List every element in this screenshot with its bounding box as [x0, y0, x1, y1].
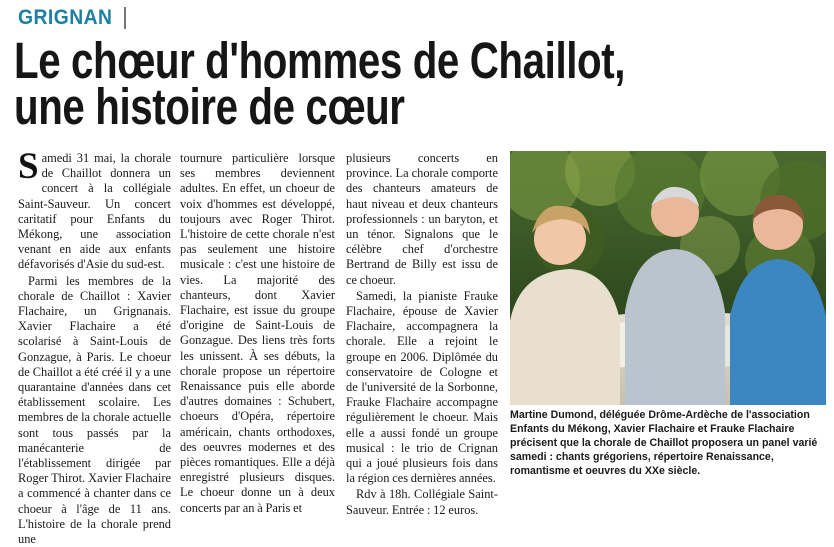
article-column-1: [18, 146, 171, 547]
section-tag: GRIGNAN: [18, 6, 113, 29]
article-column-2: [180, 151, 335, 516]
photo-caption: Martine Dumond, déléguée Drôme-Ardèche de l'association Enfants du Mékong, Xavier Flachaire et Frauke Flachaire précisent que la chorale de Chaillot proposera un panel varié samedi : chants grégoriens, répertoire Renaissance, romantisme et oeuvres du XXe siècle.: [510, 409, 818, 477]
headline: [14, 32, 725, 135]
article-photo: [510, 151, 826, 405]
section-divider: [124, 7, 126, 29]
drop-cap: S: [18, 146, 39, 187]
paragraph: Samedi, la pianiste Frauke Flachaire, épouse de Xavier Flachaire, accompagnera la chorale. Elle a rejoint le groupe en 2006. Diplômée du conservatoire de Cologne et de l'université de la Sorbonne, Frauke Flachaire accompagne régulièrement le choeur. Mais elle a aussi fondé un groupe musical : le trio de Crignan qui a joué plusieurs fois dans la région ces dernières années.: [346, 288, 498, 486]
paragraph: plusieurs concerts en province. La chorale comporte des chanteurs amateurs de haut niveau et deux chanteurs professionnels : un baryton, et un ténor. Signalons que le célèbre chef d'orchestre Bertrand de Billy est issu de ce choeur.: [346, 151, 498, 287]
paragraph: Rdv à 18h. Collégiale Saint-Sauveur. Entrée : 12 euros.: [346, 487, 498, 517]
paragraph: tournure particulière lorsque ses membres deviennent adultes. En effet, un choeur de voix d'hommes est développé, toujours avec Roger Thirot. L'histoire de cette chorale n'est pas seulement une histoire musicale : c'est une histoire de vies. La majorité des chanteurs, dont Xavier Flachaire, est issue du groupe d'origine de Saint-Louis de Gonzague. Des liens très forts les unissent. À ses débuts, la chorale propose un répertoire Renaissance puis elle aborde d'autres domaines : Schubert, choeurs d'Opéra, répertoire américain, chants orthodoxes, des oeuvres modernes et des pièces romantiques. Elle a déjà enregistré plusieurs disques. Le choeur donne un à deux concerts par an à Paris et: [180, 151, 335, 515]
article-column-3: [346, 151, 498, 518]
paragraph: Parmi les membres de la chorale de Chaillot : Xavier Flachaire, un Grignanais. Xavier Flachaire a été scolarisé à Saint-Louis de Gonzague, à Paris. Le choeur de Chaillot a été créé il y a une quarantaine d'années dans cet établissement scolaire. Les membres de la chorale actuelle sont tous passés par la manécanterie de l'établissement dirigée par Roger Thirot. Xavier Flachaire a commencé à chanter dans ce choeur à l'âge de 11 ans. L'histoire de la chorale prend une: [18, 273, 171, 547]
photo-illustration: [510, 151, 826, 405]
paragraph-text: amedi 31 mai, la chorale de Chaillot donnera un concert à la collégiale Saint-Sauveur. Un concert caritatif pour Enfants du Mékong, une association venant en aide aux enfants défavorisés d'Asie du sud-est.: [18, 151, 171, 272]
headline-line-1: Le chœur d'hommes de Chaillot,: [14, 32, 626, 89]
headline-line-2: une histoire de cœur: [14, 78, 405, 135]
paragraph: [18, 146, 171, 273]
